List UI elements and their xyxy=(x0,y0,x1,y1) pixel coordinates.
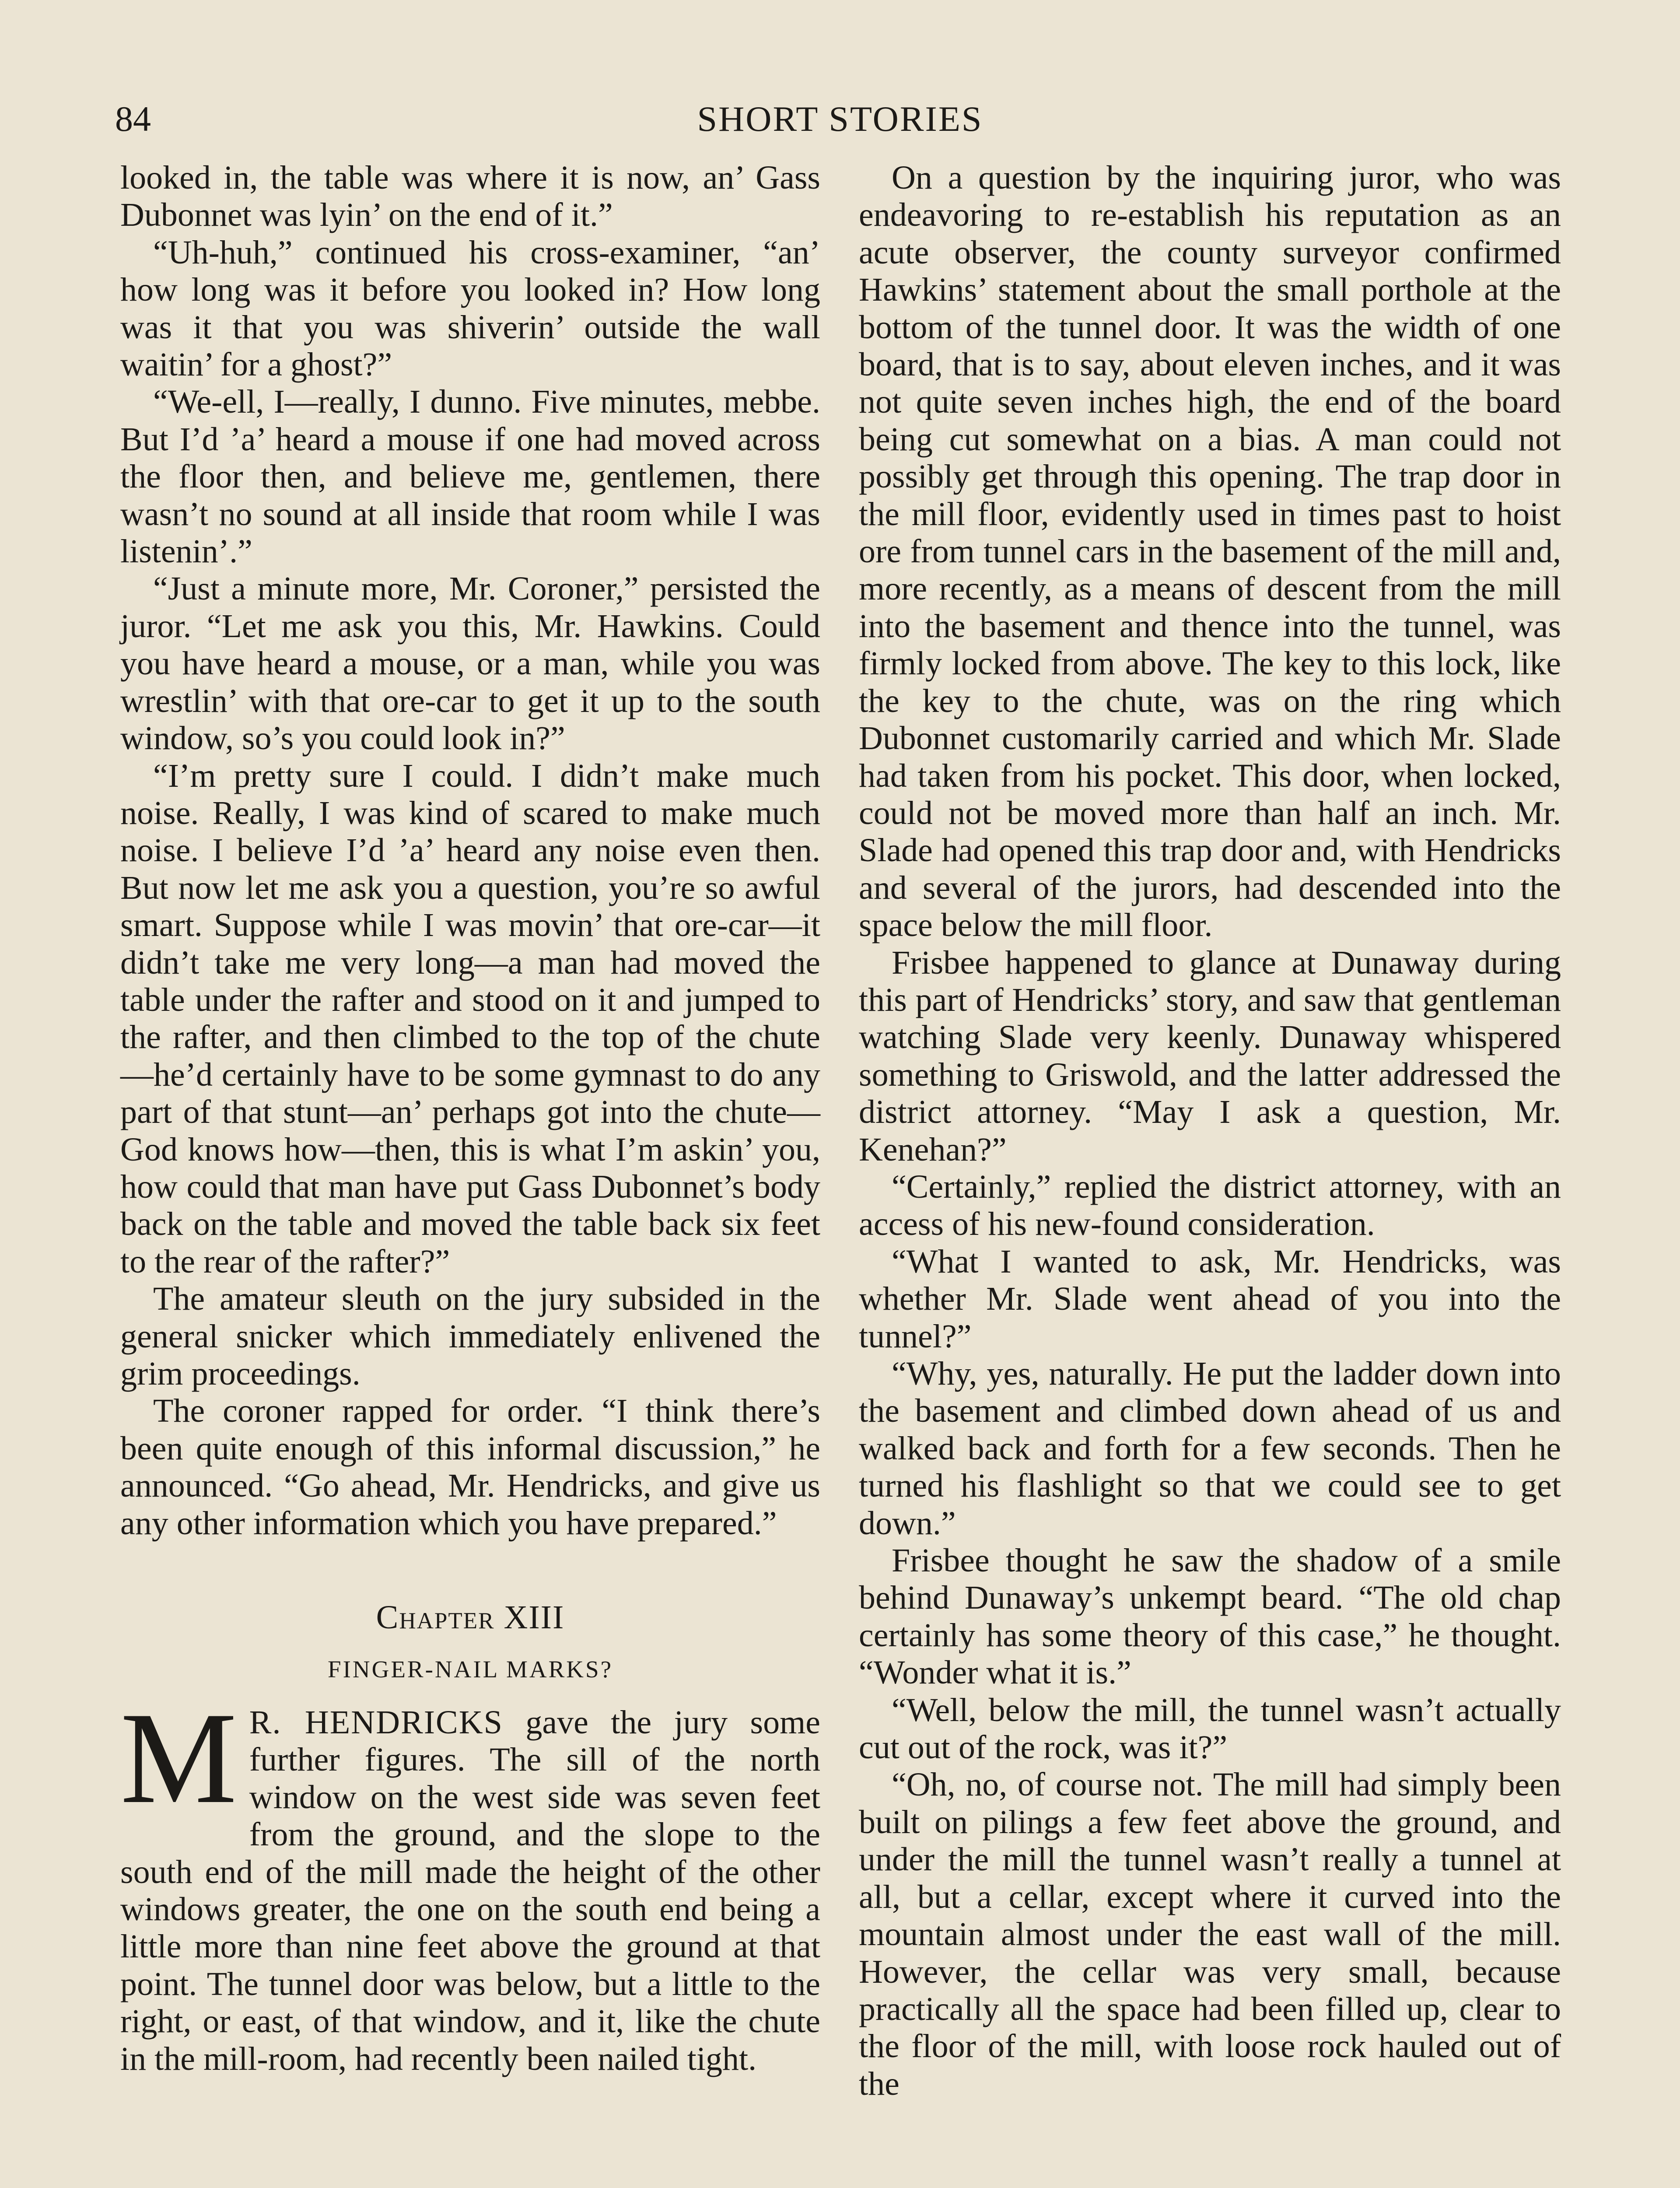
paragraph: “Well, below the mill, the tunnel wasn’t actually cut out of the rock, was it?” xyxy=(859,1691,1561,1766)
paragraph: The amateur sleuth on the jury subsided in the general snicker which immediately enlivened the grim proceedings. xyxy=(120,1280,820,1392)
paragraph: “Certainly,” replied the district attorney, with an access of his new-found consideration. xyxy=(859,1168,1561,1243)
right-column xyxy=(859,159,1561,2103)
paragraph: “Uh-huh,” continued his cross-examiner, “an’ how long was it before you looked in? How long was it that you was shiverin’ outside the wall waitin’ for a ghost?” xyxy=(120,234,820,383)
paragraph: “We-ell, I—really, I dunno. Five minutes, mebbe. But I’d ’a’ heard a mouse if one had moved across the floor then, and believe me, gentlemen, there wasn’t no sound at all inside that room while I was listenin’.” xyxy=(120,383,820,570)
chapter-opening-paragraph xyxy=(120,1685,820,2078)
chapter-heading xyxy=(120,1598,820,1637)
left-column xyxy=(120,159,820,2078)
paragraph: The coroner rapped for order. “I think there’s been quite enough of this informal discussion,” he announced. “Go ahead, Mr. Hendricks, and give us any other information which you have prepared.” xyxy=(120,1392,820,1542)
paragraph: looked in, the table was where it is now, an’ Gass Dubonnet was lyin’ on the end of it.” xyxy=(120,159,820,234)
chapter-paragraph-text: gave the jury some further figures. The sill of the north window on the west side was seven feet from the ground, and the slope to the south end of the mill made the height of the other windows greater, the one on the south end being a little more than nine feet above the ground at that point. The tunnel door was below, but a little to the right, or east, of that window, and it, like the chute in the mill-room, had recently been nailed tight. xyxy=(120,1704,820,2077)
chapter-heading-text: Chapter XIII xyxy=(376,1599,565,1636)
paragraph: “I’m pretty sure I could. I didn’t make much noise. Really, I was kind of scared to make much noise. I believe I’d ’a’ heard any noise even then. But now let me ask you a question, you’re so awful smart. Suppose while I was movin’ that ore-car—it didn’t take me very long—a man had moved the table under the rafter and stood on it and jumped to the rafter, and then climbed to the top of the chute —he’d certainly have to be some gymnast to do any part of that stunt—an’ perhaps got into the chute—God knows how—then, this is what I’m askin’ you, how could that man have put Gass Dubonnet’s body back on the table and moved the table back six feet to the rear of the rafter?” xyxy=(120,757,820,1280)
paragraph: “Just a minute more, Mr. Coroner,” persisted the juror. “Let me ask you this, Mr. Hawkins. Could you have heard a mouse, or a man, while you was wrestlin’ with that ore-car to get it up to the south window, so’s you could look in?” xyxy=(120,570,820,757)
running-title: SHORT STORIES xyxy=(697,99,983,139)
paragraph: Frisbee thought he saw the shadow of a smile behind Dunaway’s unkempt beard. “The old chap certainly has some theory of this case,” he thought. “Wonder what it is.” xyxy=(859,1542,1561,1691)
paragraph: “What I wanted to ask, Mr. Hendricks, was whether Mr. Slade went ahead of you into the tunnel?” xyxy=(859,1243,1561,1355)
paragraph: Frisbee happened to glance at Dunaway during this part of Hendricks’ story, and saw that gentleman watching Slade very keenly. Dunaway whispered something to Griswold, and the latter addressed the district attorney. “May I ask a question, Mr. Kenehan?” xyxy=(859,944,1561,1168)
paragraph: “Oh, no, of course not. The mill had simply been built on pilings a few feet above the ground, and under the mill the tunnel wasn’t really a tunnel at all, but a cellar, except where it curved into the mountain almost under the east wall of the mill. However, the cellar was very small, because practically all the space had been filled up, clear to the floor of the mill, with loose rock hauled out of the xyxy=(859,1766,1561,2102)
drop-cap: M xyxy=(120,1685,237,1831)
chapter-first-word: R. HENDRICKS xyxy=(249,1704,503,1741)
paragraph: On a question by the inquiring juror, who was endeavoring to re-establish his reputation as an acute observer, the county surveyor confirmed Hawkins’ statement about the small porthole at the bottom of the tunnel door. It was the width of one board, that is to say, about eleven inches, and it was not quite seven inches high, the end of the board being cut somewhat on a bias. A man could not possibly get through this opening. The trap door in the mill floor, evidently used in times past to hoist ore from tunnel cars in the basement of the mill and, more recently, as a means of descent from the mill into the basement and thence into the tunnel, was firmly locked from above. The key to this lock, like the key to the chute, was on the ring which Dubonnet customarily carried and which Mr. Slade had taken from his pocket. This door, when locked, could not be moved more than half an inch. Mr. Slade had opened this trap door and, with Hendricks and several of the jurors, had descended into the space below the mill floor. xyxy=(859,159,1561,944)
paragraph: “Why, yes, naturally. He put the ladder down into the basement and climbed down ahead of us and walked back and forth for a few seconds. Then he turned his flashlight so that we could see to get down.” xyxy=(859,1355,1561,1542)
chapter-subtitle: FINGER-NAIL MARKS? xyxy=(327,1656,613,1683)
page-number: 84 xyxy=(115,99,151,139)
